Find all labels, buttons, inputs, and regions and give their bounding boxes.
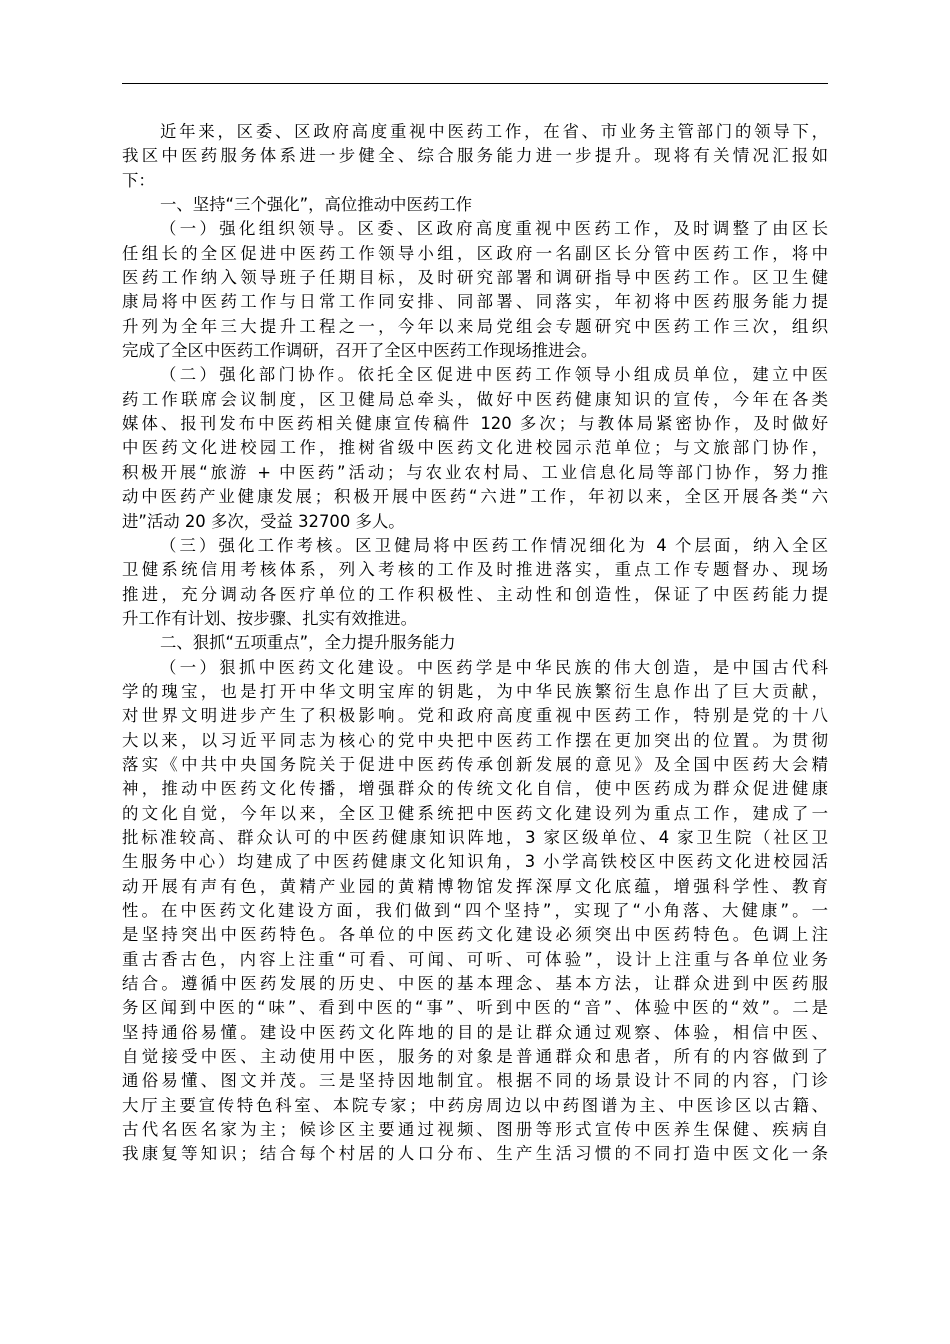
text-line: 是坚持突出中医药特色。各单位的中医药文化建设必须突出中医药特色。色调上注 [122,925,828,945]
text-line: 神，推动中医药文化传播，增强群众的传统文化自信，使中医药成为群众促进健康 [122,779,828,799]
text-line: 通俗易懂、图文并茂。三是坚持因地制宜。根据不同的场景设计不同的内容，门诊 [122,1071,828,1091]
text-line: 卫健系统信用考核体系，列入考核的工作及时推进落实，重点工作专题督办、现场 [122,560,828,580]
text-line: 完成了全区中医药工作调研，召开了全区中医药工作现场推进会。 [122,341,598,361]
text-line: 下： [122,170,155,190]
text-line: 进”活动 20 多次，受益 32700 多人。 [122,511,405,531]
text-line: （二）强化部门协作。依托全区促进中医药工作领导小组成员单位，建立中医 [160,365,828,385]
text-line: 我区中医药服务体系进一步健全、综合服务能力进一步提升。现将有关情况汇报如 [122,146,828,166]
text-line: 动开展有声有色，黄精产业园的黄精博物馆发挥深厚文化底蕴，增强科学性、教育 [122,876,828,896]
document-body [122,120,828,1167]
text-line: 学的瑰宝，也是打开中华文明宝库的钥匙，为中华民族繁衍生息作出了巨大贡献， [122,681,828,701]
text-line: 结合。遵循中医药发展的历史、中医的基本理念、基本方法，让群众进到中医药服 [122,974,828,994]
text-line: 对世界文明进步产生了积极影响。党和政府高度重视中医药工作，特别是党的十八 [122,706,828,726]
text-line: 生服务中心）均建成了中医药健康文化知识角，3 小学高铁校区中医药文化进校园活 [122,852,828,872]
text-line: 近年来，区委、区政府高度重视中医药工作，在省、市业务主管部门的领导下， [160,122,828,141]
text-line: 升列为全年三大提升工程之一，今年以来局党组会专题研究中医药工作三次，组织 [122,316,828,336]
text-line: 一、坚持“三个强化”，高位推动中医药工作 [160,195,473,215]
text-line: （一）强化组织领导。区委、区政府高度重视中医药工作，及时调整了由区长 [160,219,828,239]
text-line: 落实《中共中央国务院关于促进中医药传承创新发展的意见》及全国中医药大会精 [122,754,828,774]
text-line: 媒体、报刊发布中医药相关健康宣传稿件 120 多次；与教体局紧密协作，及时做好 [122,414,828,434]
text-line: 的文化自觉，今年以来，全区卫健系统把中医药文化建设列为重点工作，建成了一 [122,803,828,823]
text-line: 大厅主要宣传特色科室、本院专家；中药房周边以中药图谱为主、中医诊区以古籍、 [122,1095,828,1115]
text-line: 坚持通俗易懂。建设中医药文化阵地的目的是让群众通过观察、体验，相信中医、 [122,1022,828,1042]
text-line: 自觉接受中医、主动使用中医，服务的对象是普通群众和患者，所有的内容做到了 [122,1047,828,1067]
text-line: 动中医药产业健康发展；积极开展中医药“六进”工作，年初以来，全区开展各类“六 [122,487,828,507]
text-line: （一）狠抓中医药文化建设。中医药学是中华民族的伟大创造，是中国古代科 [160,657,828,677]
text-line: 医药工作纳入领导班子任期目标，及时研究部署和调研指导中医药工作。区卫生健 [122,268,828,288]
text-line: 二、狠抓“五项重点”，全力提升服务能力 [160,633,456,653]
header-rule [122,83,828,84]
text-line: 重古香古色，内容上注重“可看、可闻、可听、可体验”，设计上注重与各单位业务 [122,949,828,969]
text-line: （三）强化工作考核。区卫健局将中医药工作情况细化为 4 个层面，纳入全区 [160,535,828,555]
text-line: 升工作有计划、按步骤、扎实有效推进。 [122,608,418,628]
text-line: 积极开展“旅游 + 中医药”活动；与农业农村局、工业信息化局等部门协作，努力推 [122,462,828,482]
text-line: 药工作联席会议制度，区卫健局总牵头，做好中医药健康知识的宣传，今年在各类 [122,389,828,409]
text-line: 大以来，以习近平同志为核心的党中央把中医药工作摆在更加突出的位置。为贯彻 [122,730,828,750]
text-line: 我康复等知识；结合每个村居的人口分布、生产生活习惯的不同打造中医文化一条 [122,1144,828,1164]
text-line: 推进，充分调动各医疗单位的工作积极性、主动性和创造性，保证了中医药能力提 [122,584,828,604]
text-line: 务区闻到中医的“味”、看到中医的“事”、听到中医的“音”、体验中医的“效”。二是 [122,998,828,1018]
text-line: 中医药文化进校园工作，推树省级中医药文化进校园示范单位；与文旅部门协作， [122,438,828,458]
text-line: 批标准较高、群众认可的中医药健康知识阵地，3 家区级单位、4 家卫生院（社区卫 [122,827,828,847]
text-line: 古代名医名家为主；候诊区主要通过视频、图册等形式宣传中医养生保健、疾病自 [122,1120,828,1140]
text-line: 康局将中医药工作与日常工作同安排、同部署、同落实，年初将中医药服务能力提 [122,292,828,312]
text-line: 性。在中医药文化建设方面，我们做到“四个坚持”，实现了“小角落、大健康”。一 [122,901,828,920]
text-line: 任组长的全区促进中医药工作领导小组，区政府一名副区长分管中医药工作，将中 [122,243,828,263]
